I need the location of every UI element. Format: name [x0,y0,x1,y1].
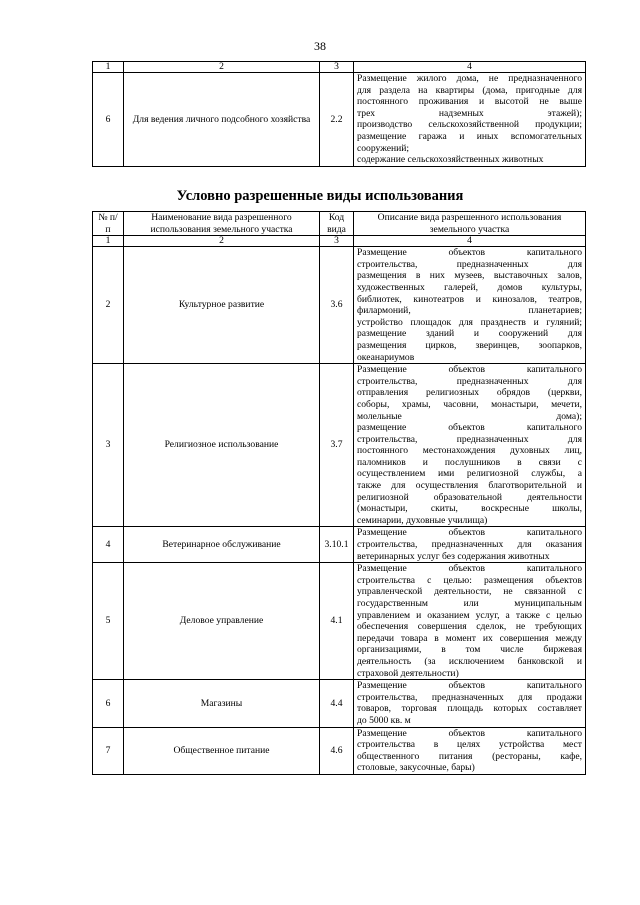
row-name: Ветеринарное обслуживание [124,527,320,563]
description-line: Размещение объектов капитального [357,727,582,739]
description-line: управлением и оказанием услуг, а также с целью [357,609,582,621]
description-line: общественного питания (рестораны, кафе, [357,750,582,762]
header-num: № п/п [93,212,124,236]
description-line: Размещение жилого дома, не предназначенного [357,73,582,84]
description-line: семинарии, духовные училища) [357,514,488,526]
description-line: деятельность (за исключением банковской и [357,655,582,667]
description-line: размещение объектов капитального [357,422,582,434]
row-name: Для ведения личного подсобного хозяйства [124,73,320,167]
column-number-row [93,236,586,247]
description-line: производство сельскохозяйственной продукции; [357,119,582,131]
row-description [354,73,586,167]
column-number: 3 [320,236,354,247]
main-table-body [93,236,586,775]
description-line: размещение зданий и сооружений для [357,328,582,340]
description-line: строительства, предназначенных для [357,258,582,270]
description-line: ветеринарных услуг без содержания животных [357,550,550,562]
row-description [354,247,586,364]
main-table [92,211,586,775]
table-row [93,247,586,364]
row-name: Магазины [124,680,320,727]
row-name: Общественное питание [124,727,320,774]
description-line: отправления религиозных обрядов (церкви, [357,387,582,399]
description-line: для раздела на квартиры (дома, пригодные для [357,84,582,96]
description-line: (монастыри, скиты, воскресные школы, [357,503,582,515]
description-line: филармоний, планетариев; [357,305,582,317]
description-line: строительства, предназначенных для [357,375,582,387]
description-line: строительства, предназначенных для оказания [357,539,582,551]
description-line: размещение гаража и иных вспомогательных [357,130,582,142]
row-number: 6 [93,73,124,167]
row-number: 6 [93,680,124,727]
table-row [93,680,586,727]
description-line: строительства в целях устройства мест [357,739,582,751]
row-description [354,563,586,680]
description-line: размещения цирков, зверинцев, зоопарков, [357,339,582,351]
description-line: содержание сельскохозяйственных животных [357,154,544,166]
description-line: Размещение объектов капитального [357,680,582,692]
row-number: 4 [93,527,124,563]
row-name: Религиозное использование [124,364,320,527]
description-line: управленческой деятельности, не связанной с [357,586,582,598]
row-name: Культурное развитие [124,247,320,364]
row-number: 3 [93,364,124,527]
column-number-row [93,62,586,73]
description-line: строительства, предназначенных для [357,433,582,445]
top-table [92,61,586,167]
description-line: страховой деятельности) [357,667,459,679]
header-code: Код вида [320,212,354,236]
description-line: постоянного местонахождения духовных лиц, [357,445,582,457]
row-number: 2 [93,247,124,364]
description-line: устройство площадок для празднеств и гуляний; [357,316,582,328]
row-description [354,680,586,727]
column-number: 4 [354,236,586,247]
description-line: сооружений; [357,142,410,154]
description-line: строительства, предназначенных для продажи [357,691,582,703]
description-line: товаров, торговая площадь которых составляет [357,703,582,715]
description-line: библиотек, кинотеатров и кинозалов, театров, [357,293,582,305]
table-row [93,73,586,167]
description-line: столовые, закусочные, бары) [357,762,475,774]
column-number: 3 [320,62,354,73]
column-number: 1 [93,236,124,247]
description-line: религиозной образовательной деятельности [357,491,582,503]
description-line: Размещение объектов капитального [357,527,582,539]
row-code: 2.2 [320,73,354,167]
column-number: 4 [354,62,586,73]
description-line: молельные дома); [357,410,582,422]
description-line: океанариумов [357,351,415,363]
description-line: художественных галерей, домов культуры, [357,281,582,293]
row-code: 4.1 [320,563,354,680]
description-line: также для осуществления благотворительной и [357,480,582,492]
description-line: паломников и послушников в связи с [357,456,582,468]
description-line: трех надземных этажей); [357,107,582,119]
section-title: Условно разрешенные виды использования [176,188,464,204]
column-number: 1 [93,62,124,73]
table-row [93,364,586,527]
row-description [354,364,586,527]
description-line: Размещение объектов капитального [357,563,582,575]
row-code: 3.10.1 [320,527,354,563]
description-line: осуществлением ими религиозной службы, а [357,468,582,480]
row-code: 3.6 [320,247,354,364]
description-line: соборы, храмы, часовни, монастыри, мечети, [357,398,582,410]
row-code: 3.7 [320,364,354,527]
row-number: 7 [93,727,124,774]
row-description [354,727,586,774]
column-number: 2 [124,62,320,73]
row-number: 5 [93,563,124,680]
row-code: 4.4 [320,680,354,727]
table-row [93,563,586,680]
description-line: Размещение объектов капитального [357,247,582,259]
description-line: строительства с целью: размещения объектов [357,574,582,586]
description-line: организациями, в том числе биржевая [357,644,582,656]
row-code: 4.6 [320,727,354,774]
header-row [93,212,586,236]
column-number: 2 [124,236,320,247]
description-line: размещения в них музеев, выставочных залов, [357,270,582,282]
description-line: передачи товара в момент их совершения между [357,632,582,644]
description-line: обеспечения совершения сделок, не требующих [357,621,582,633]
header-description: Описание вида разрешенного использования земельного участка [354,212,586,236]
top-table-body [93,62,586,167]
row-name: Деловое управление [124,563,320,680]
page-number: 38 [314,39,326,53]
table-row [93,727,586,774]
description-line: государственным или муниципальным [357,598,582,609]
header-name: Наименование вида разрешенного использования земельного участка [124,212,320,236]
description-line: до 5000 кв. м [357,714,411,726]
description-line: Размещение объектов капитального [357,364,582,376]
table-row [93,527,586,563]
description-line: постоянного проживания и высотой не выше [357,96,582,108]
row-description [354,527,586,563]
